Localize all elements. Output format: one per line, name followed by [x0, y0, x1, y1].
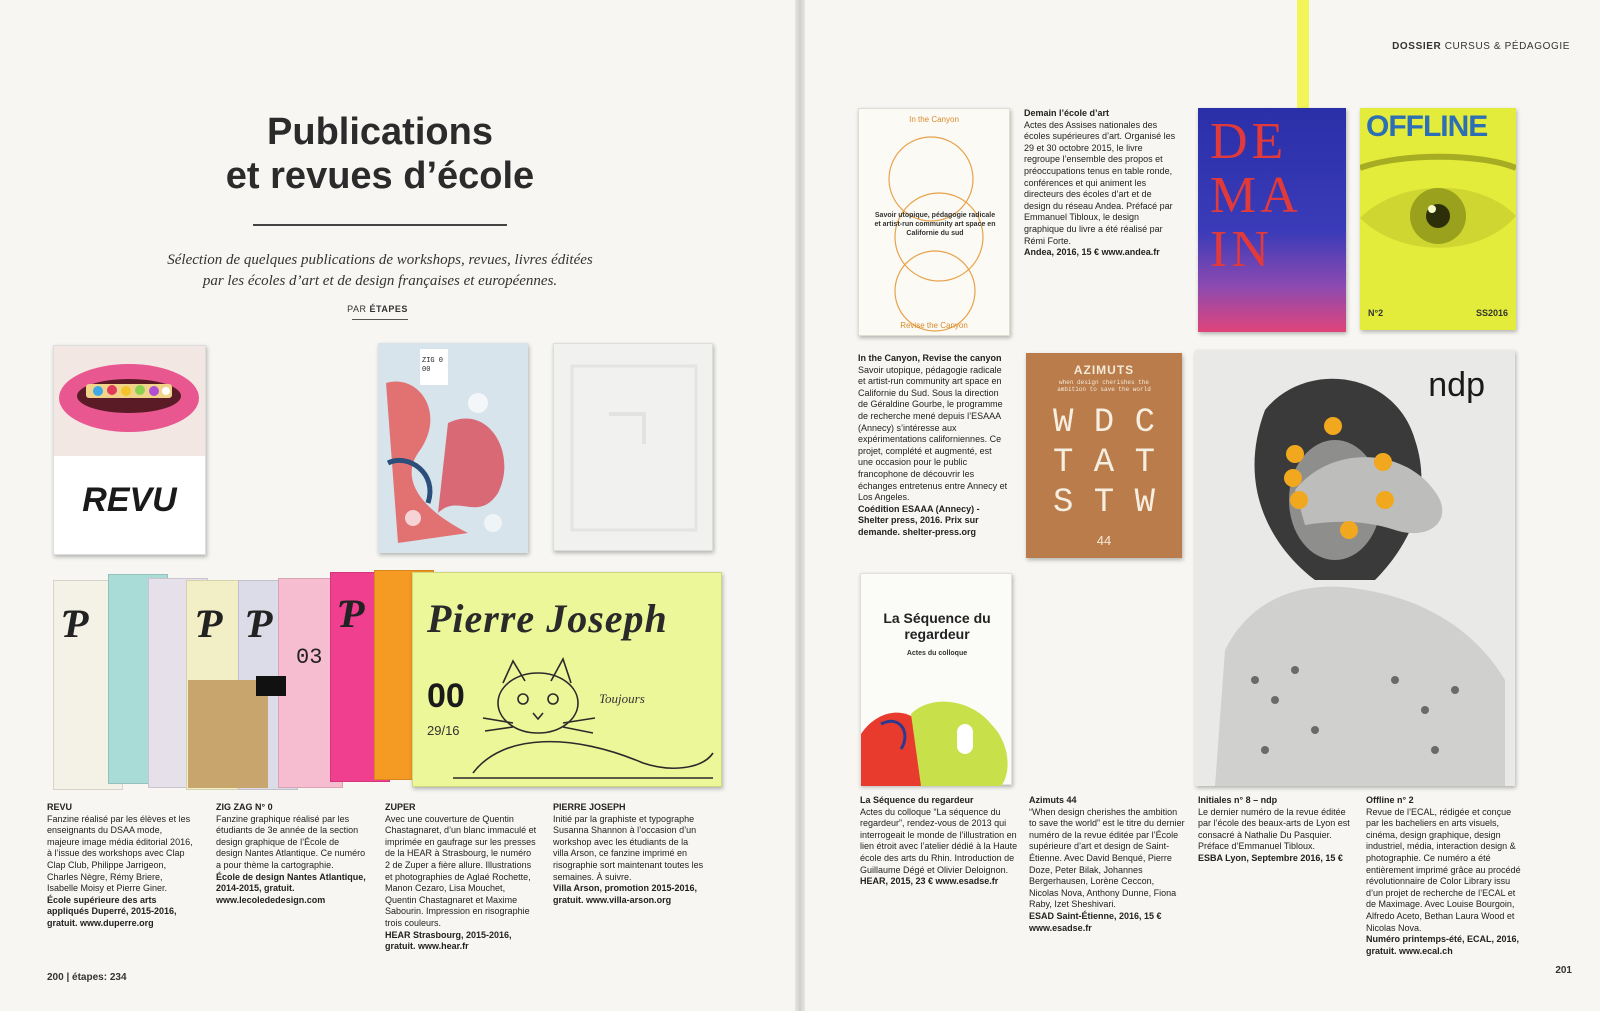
caption-zigzag [216, 802, 368, 906]
zigzag-mark: ZIG 000 [422, 357, 444, 374]
caption-pierre-joseph-credit: Villa Arson, promotion 2015-2016, gratuit. www.villa-arson.org [553, 883, 698, 905]
sequence-illustration [861, 574, 1011, 786]
caption-demain-head: Demain l’école d’art [1024, 108, 1110, 118]
left-page [0, 0, 795, 1011]
intro-line-2: par les écoles d’art et de design françaises et européennes. [202, 273, 558, 289]
ndp-portrait [1195, 350, 1515, 786]
caption-azimuts-body: “When design cherishes the ambition to save the world” est le titre du dernier numéro de la revue éditée par l’École supérieure d’art et design de Saint-Étienne. Avec David Benqué, Pierre Doze, Peter Bilak, Johannes Bergerhausen, Lorène Ceccon, Nicolas Nova, Anthony Dunne, Fiona Raby, Izet Sheshivari. [1029, 806, 1185, 910]
demain-line-1: DE [1210, 113, 1288, 170]
yellow-tab [1297, 0, 1309, 124]
caption-revu-credit: École supérieure des arts appliqués Duperré, 2015-2016, gratuit. www.duperre.org [47, 894, 177, 928]
offline-eye [1360, 108, 1516, 330]
caption-pierre-joseph-head: PIERRE JOSEPH [553, 802, 626, 812]
sequence-subtitle: Actes du colloque [906, 650, 968, 657]
caption-zuper-body: Avec une couverture de Quentin Chastagnaret, d’un blanc immaculé et imprimée en gaufrage sur les presses de la HEAR à Strasbourg, le numéro 2 de Zuper a fière allure. Illustrations et photographies de Aglaé Rochette, Manon Cezaro, Lisa Mouchet, Quentin Chastagnaret et Maxime Sabourin. Impression en risographie trois couleurs. [385, 813, 537, 928]
caption-revu-head: REVU [47, 802, 73, 812]
zigzag-cover [378, 343, 528, 553]
caption-offline [1366, 795, 1522, 957]
caption-azimuts-credit: ESAD Saint-Étienne, 2016, 15 € www.esadse.fr [1029, 910, 1162, 933]
zine-photo-panel [188, 680, 268, 788]
caption-azimuts [1029, 795, 1186, 934]
ndp-cover [1195, 350, 1515, 786]
sequence-title: La Séquence du regardeur [883, 610, 991, 642]
pierre-joseph-date: 29/16 [427, 723, 460, 738]
byline-name: ÉTAPES [369, 304, 408, 314]
caption-initiales [1198, 795, 1350, 865]
revu-cover [53, 345, 206, 555]
title-line-1: Publications [267, 111, 493, 153]
azimuts-row-2: T A T [1052, 444, 1156, 482]
intro-line-1: Sélection de quelques publications de workshops, revues, livres éditées [167, 252, 593, 268]
azimuts-row-3: S T W [1052, 484, 1156, 522]
caption-initiales-credit: ESBA Lyon, Septembre 2016, 15 € [1198, 852, 1343, 863]
offline-title: OFFLINE [1366, 110, 1488, 143]
zuper-emboss [554, 344, 714, 552]
caption-sequence-body: Actes du colloque “La séquence du regardeur”, rendez-vous de 2013 qui interrogeait le monde de l’illustration en lien étroit avec l’atelier dédié à la Haute école des arts du Rhin. Introduction de Guillaume Dégé et Olivier Deloignon. [860, 806, 1018, 875]
azimuts-row-1: W D C [1052, 404, 1156, 442]
azimuts-subtitle: when design cherishes the ambition to save the world [1057, 379, 1151, 393]
ndp-title: ndp [1428, 366, 1485, 404]
caption-zigzag-body: Fanzine graphique réalisé par les étudiants de 3e année de la section design graphique de l’École de design Nantes Atlantique. Ce numéro a pour thème la cartographie. [216, 813, 366, 870]
caption-demain-credit: Andea, 2016, 15 € www.andea.fr [1024, 247, 1160, 258]
caption-zuper-credit: HEAR Strasbourg, 2015-2016, gratuit. www.hear.fr [385, 929, 512, 952]
caption-offline-head: Offline n° 2 [1366, 795, 1414, 805]
section-header-bold: DOSSIER [1392, 41, 1442, 52]
caption-offline-credit: Numéro printemps-été, ECAL, 2016, gratuit. www.ecal.ch [1366, 934, 1520, 956]
right-page [805, 0, 1600, 1011]
caption-zuper [385, 802, 537, 953]
offline-num: N°2 [1368, 308, 1384, 318]
caption-canyon [858, 353, 1008, 539]
title-line-2: et revues d’école [225, 155, 535, 197]
demain-line-2: MA [1210, 167, 1302, 224]
stack-glyph-4: Ƥ [338, 591, 365, 636]
zine-black-block [256, 676, 286, 696]
demain-line-3: IN [1210, 221, 1273, 278]
caption-revu-body: Fanzine réalisé par les élèves et les enseignants du DSAA mode, majeure image média éditorial 2016, à l’issue des workshops avec Clap Clap Club, Philippe Jarrigeon, Charles Nègre, Rémy Briere, Isabelle Moisy et Pierre Giner. [47, 813, 193, 894]
right-folio: 201 [1555, 965, 1572, 976]
cat-drawing [413, 573, 723, 788]
caption-azimuts-head: Azimuts 44 [1029, 795, 1077, 805]
canyon-cover [858, 108, 1010, 336]
offline-season: SS2016 [1475, 308, 1508, 318]
article-title [150, 110, 610, 198]
title-rule [253, 224, 507, 226]
left-folio: 200 | étapes: 234 [47, 972, 127, 983]
stack-num: 03 [296, 645, 323, 670]
revu-title: REVU [82, 481, 177, 519]
demain-cover [1198, 108, 1346, 332]
azimuts-number: 44 [1096, 533, 1112, 548]
caption-zigzag-head: ZIG ZAG N° 0 [216, 802, 273, 812]
caption-pierre-joseph-body: Initié par la graphiste et typographe Susanna Shannon à l’occasion d’un workshop avec les étudiants de la villa Arson, ce fanzine imprimé en risographie sort maintenant toutes les semaines. À suivre. [553, 813, 704, 882]
canyon-bottom-text: Revise the Canyon [900, 321, 968, 330]
caption-initiales-body: Le dernier numéro de la revue éditée par l’école des beaux-arts de Lyon est consacré à Nathalie Du Pasquier. Préface d’Emmanuel Tibloux. [1198, 806, 1350, 852]
pierre-joseph-number: 00 [427, 677, 465, 715]
caption-canyon-credit: Coédition ESAAA (Annecy) - Shelter press, 2016. Prix sur demande. shelter-press.org [858, 503, 980, 537]
caption-zigzag-credit: École de design Nantes Atlantique, 2014-2015, gratuit. www.lecolededesign.com [216, 871, 366, 905]
intro-text [120, 250, 640, 292]
spine-gutter [795, 0, 805, 1011]
byline-par: PAR [347, 304, 367, 314]
zuper-cover [553, 343, 713, 551]
pierre-joseph-title: Pierre Joseph [427, 596, 668, 641]
byline [340, 304, 415, 314]
byline-rule [352, 319, 408, 320]
pierre-joseph-signature: Toujours [599, 691, 645, 706]
stack-glyph-2: Ƥ [196, 601, 223, 646]
caption-sequence [860, 795, 1020, 888]
canyon-top-text: In the Canyon [909, 115, 959, 124]
caption-canyon-body: Savoir utopique, pédagogie radicale et artist-run community art space en Californie du Sud. Sous la direction de Géraldine Gourbe, le programme de recherche mené depuis l’ESAAA (Annecy) s’intéresse aux expérimentations californiennes. Ce projet, complété et augmenté, est une occasion pour le public francophone de découvrir les échanges entretenus entre Annecy et Los Angeles. [858, 364, 1008, 503]
caption-sequence-credit: HEAR, 2015, 23 € www.esadse.fr [860, 876, 999, 887]
caption-zuper-head: ZUPER [385, 802, 416, 812]
section-header-rest: CURSUS & PÉDAGOGIE [1444, 41, 1570, 52]
offline-cover [1360, 108, 1516, 330]
caption-canyon-head: In the Canyon, Revise the canyon [858, 353, 1002, 363]
caption-initiales-head: Initiales n° 8 – ndp [1198, 795, 1278, 805]
canyon-mid-text: Savoir utopique, pédagogie radicale et artist-run community art space en Californie du sud [874, 212, 996, 237]
caption-revu [47, 802, 195, 930]
zigzag-illustration [378, 343, 528, 553]
stack-glyph-1: Ƥ [62, 601, 89, 646]
sequence-cover [860, 573, 1012, 785]
lips-photo [54, 346, 205, 456]
caption-demain-body: Actes des Assises nationales des écoles supérieures d’art. Organisé les 29 et 30 octobre 2015, le livre regroupe l’ensemble des propos et préoccupations tenus en table ronde, conférences et qui animent les directeurs des écoles d’art et de design du réseau Andea. Préfacé par Emmanuel Tibloux, le design graphique du livre a été réalisé par Rémi Forte. [1024, 119, 1176, 246]
caption-sequence-head: La Séquence du regardeur [860, 795, 974, 805]
caption-offline-body: Revue de l’ECAL, rédigée et conçue par les bacheliers en arts visuels, cinéma, design graphique, design industriel, média, interaction design & photographie. Ce numéro a été entièrement imprimé grâce au procédé révolutionnaire de Color Library issu d’un projet de recherche de l’ECAL et de Maximage. Avec Louise Bourgoin, Alfredo Aceto, Bethan Laura Wood et Nicolas Nova. [1366, 806, 1521, 933]
pierre-joseph-cover [412, 572, 722, 787]
azimuts-title: AZIMUTS [1073, 363, 1135, 377]
section-header [1392, 41, 1570, 52]
azimuts-cover [1026, 353, 1182, 558]
caption-demain [1024, 108, 1176, 259]
stack-glyph-3: Ƥ [246, 601, 273, 646]
caption-pierre-joseph [553, 802, 705, 906]
